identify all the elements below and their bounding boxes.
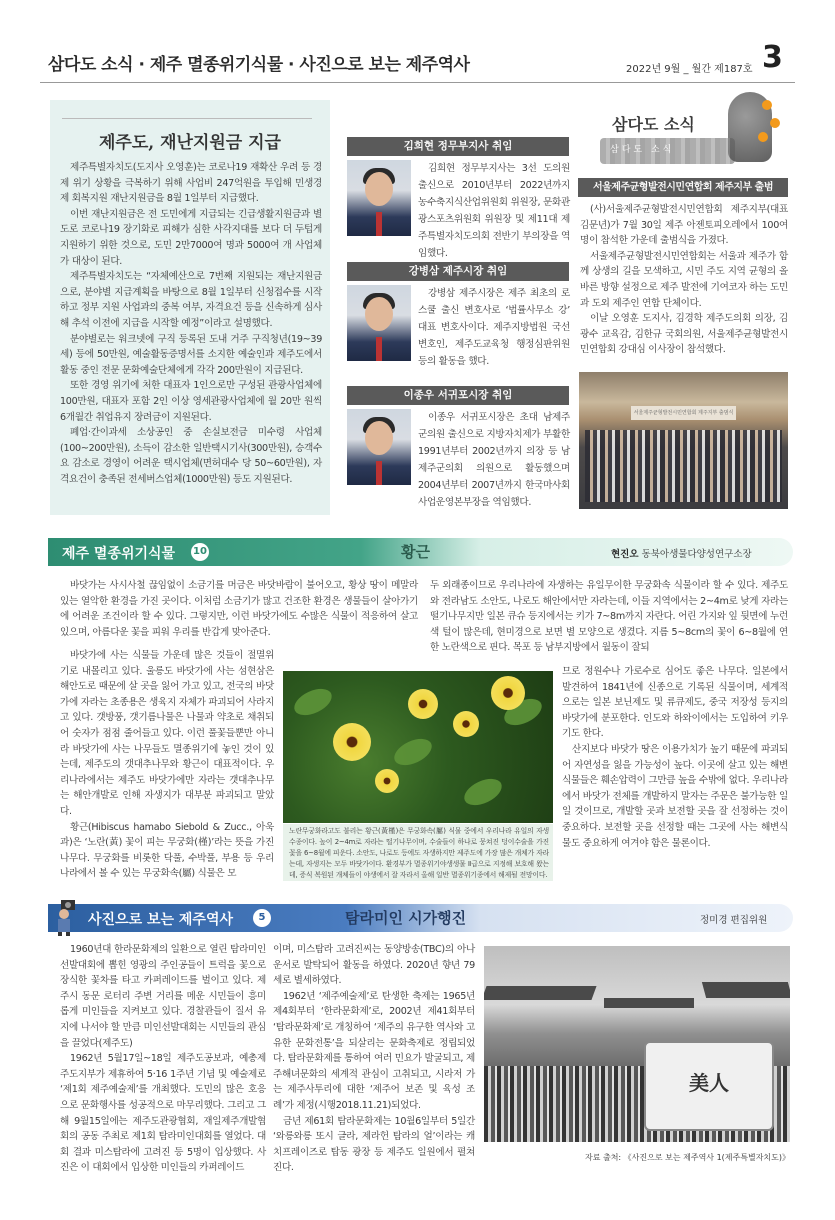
paragraph: (사)서울제주균형발전시민연합회 제주지부(대표 김문년)가 7월 30일 제주 아젠토피오레에서 100여 명이 참석한 가운데 출범식을 가졌다. [580, 204, 788, 247]
appointment-text [418, 409, 570, 511]
history-text-col1 [60, 942, 266, 1176]
samdado-section-title: 삼다도 소식 [612, 115, 695, 134]
series-number-badge: 5 [253, 909, 271, 927]
hibiscus-photo [283, 671, 553, 823]
author-name: 현진오 [611, 549, 639, 560]
paragraph: 이며, 미스탐라 고려진씨는 동양방송(TBC)의 아나운서로 발탁되어 활동을 하였다. 2020년 향년 79세로 별세하였다. [273, 944, 475, 987]
portrait-photo [347, 160, 411, 236]
paragraph: 1962년 ‘제주예술제’로 탄생한 축제는 1965년 제4회부터 ‘한라문화제’로, 2002년 제41회부터 ‘탐라문화제’로 개칭하여 ‘제주의 유구한 역사와 고유한 문화전통’을 되살리는 문화축제로 정립되었다. 탐라문화제를 통하여 여러 민요가 발굴되고, 제주해녀문화의 세계적 관심이 고취되고, 시라저 가는 제주사투리에 대한 ‘제주어 보존 및 육성 조례’가 제정(시행2018.11.21)되었다. [273, 990, 475, 1111]
paragraph: 김희현 정무부지사는 3선 도의원 출신으로 2010년부터 2022년까지 농수축지식산업위원회 위원장, 문화관광스포츠위원회 위원장 및 제11대 제주특별자치도의회 전반기 부의장을 역임했다. [418, 163, 570, 259]
photo-source-note: 자료 출처: 《사진으로 보는 제주역사 1(제주특별자치도)》 [584, 1153, 790, 1162]
paragraph: 강병삼 제주시장은 제주 최초의 로스쿨 출신 변호사로 ‘법률사무소 강’ 대표 변호사이다. 제주지방법원 국선변호인, 제주도교육청 행정심판위원 등의 활동을 했다. [418, 288, 570, 367]
paragraph: 제주특별자치도는 “자체예산으로 7번째 지원되는 재난지원금으로, 분야별 지급계획을 바탕으로 8월 1일부터 신청접수를 시작하고 정부 지원 사업과의 중복 여부, 자격요건 등을 신속하게 심사해 추석 이전에 지급을 시작할 예정”이라고 설명했다. [60, 271, 322, 329]
portrait-photo [347, 409, 411, 485]
issue-label: 2022년 9월 _ 월간 제187호 [626, 64, 753, 75]
history-author: 정미경 편집위원 [700, 915, 768, 926]
paragraph: 또한 경영 위기에 처한 대표자 1인으로만 구성된 관광사업체에 100만원, 대표자 포함 2인 이상 영세관광사업체에 월 20만 원씩 6개월간 취업유지 장려금이 지원된다. [60, 380, 322, 423]
paragraph: 제주특별자치도(도지사 오영훈)는 코로나19 재확산 우려 등 경제 위기 상황을 극복하기 위해 사업비 247억원을 투입해 민생경제 회복지원 재난지원금을 8월 1일부터 지급했다. [60, 162, 322, 205]
paragraph: 이종우 서귀포시장은 초대 남제주군의원 출신으로 지방자치제가 부활한 1991년부터 2002년까지 의장 등 남제주군의회 의원으로 활동했으며 2004년부터 2007년까지 한국마사회 사업운영본부장을 역임했다. [418, 412, 570, 508]
paragraph: 이날 오영훈 도지사, 김경학 제주도의회 의장, 김광수 교육감, 김한규 국회의원, 서울제주균형발전시민연합회 강대심 이사장이 참석했다. [580, 313, 788, 356]
plant-article-title: 황근 [401, 543, 430, 561]
samdado-decoration-label: 삼다도 소식 [610, 145, 675, 155]
paragraph: 금년 제61회 탐라문화제는 10월6일부터 5일간 ‘와릉와릉 또시 글라, 제라헌 탐라의 얼’이라는 캐치프레이즈로 탑동 광장 등 제주도 일원에서 펼쳐진다. [273, 1115, 475, 1174]
plant-author [611, 546, 752, 560]
disaster-article-body [60, 160, 322, 487]
paragraph: 분야별로는 워크넷에 구직 등록된 도내 거주 구직청년(19~39세) 등에 50만원, 예술활동증명서를 소지한 예술인과 제주도에서 활동 중인 전문 문화예술단체에게 각각 200만원이 지급된다. [60, 333, 322, 376]
plant-text-col1-top [60, 578, 418, 640]
page-header-title: 삼다도 소식 · 제주 멸종위기식물 · 사진으로 보는 제주역사 [48, 55, 470, 75]
parade-photo [484, 946, 790, 1142]
paragraph: 두 외래종이므로 우리나라에 자생하는 유일무이한 무궁화속 식물이라 할 수 있다. 제주도와 전라남도 소안도, 나로도 해안에서만 자라는데, 이들 지역에서는 2~4m로 낮게 자라는 떨기나무지만 일본 큐슈 등지에서는 키가 7~8m까지 자란다. 어린 가지와 잎 뒷면에 누런색 털이 많은데, 현미경으로 보면 별 모양으로 생겼다. 지름 5~8cm의 꽃이 6~8월에 연한 노란색으로 핀다. 목포 등 남부지방에서 월동이 잘되 [430, 580, 788, 654]
paragraph: 바닷가는 사시사철 끊임없이 소금기를 머금은 바닷바람이 불어오고, 황상 땅이 메말라 있는 열악한 환경을 가진 곳이다. 이처럼 소금기가 많고 건조한 환경은 생물들이 살아가기에 어려운 조건이라 할 수 있다. 그렇지만, 이런 바닷가에도 수많은 식물이 적응하여 살고 있으며, 아름다운 꽃을 피워 우리를 반갑게 맞아준다. [60, 580, 418, 638]
tangerine-icon [762, 100, 772, 110]
disaster-article-title: 제주도, 재난지원금 지급 [99, 133, 281, 153]
paragraph: 이번 재난지원금은 전 도민에게 지급되는 긴급생활지원금과 별도로 코로나19 장기화로 피해가 심한 사각지대를 보다 더 두텁게 지원하기 위한 것으로, 도민 2만7000여 명과 5000여 개 사업체가 대상이 된다. [60, 208, 322, 267]
paragraph: 폐업·간이과세 소상공인 중 손실보전금 미수령 사업체(100~200만원), 소득이 감소한 일반택시기사(300만원), 승객수요 감소로 경영이 어려운 택시업체(면허대수 당 50~60만원), 자격요건이 충족된 전세버스업체(1000만원) 등도 지원된다. [60, 427, 322, 485]
author-role: 동북아생물다양성연구소장 [641, 549, 752, 560]
history-text-col2 [273, 942, 475, 1176]
plant-text-col1-bottom [60, 648, 274, 882]
appointment-heading: 이종우 서귀포시장 취임 [347, 386, 569, 405]
header-divider [40, 82, 795, 83]
paragraph: 바닷가에 사는 식물들 가운데 많은 것들이 절멸위기로 내몰리고 있다. 울릉도 바닷가에 사는 섬현삼은 해안도로 때문에 살 곳을 잃어 가고 있고, 전국의 바닷가에 자라는 초종용은 생육지 자체가 파괴되어 사라지고 있다. 갯방풍, 갯기름나물은 나물과 약초로 채취되어 숫자가 점점 줄어들고 있다. 이런 풀꽃들뿐만 아니라 바닷가에 사는 나무들도 멸종위기에 놓인 것이 있는데, 제주도의 갯대추나무와 황근이 대표적이다. 우리나라에서는 제주도 바닷가에만 자라는 갯대추나무는 해안개발로 인해 자생지가 대부분 파괴되고 말았다. [60, 650, 274, 817]
paragraph: 1960년대 한라문화제의 일환으로 열린 탐라미인선발대회에 뽑힌 영광의 주인공들이 트럭을 꽃으로 장식한 꽃차를 타고 카퍼레이드를 벌이고 있다. 제주시 동문 로터리 주변 거리를 메운 시민들이 흥미롭게 미인들을 지켜보고 있다. 경찰관들이 질서 유지에 나서야 할 만큼 미인선발대회는 시민들의 관심을 끌었다(제주도) [60, 944, 266, 1049]
photo-caption: 노란무궁화라고도 불리는 황근(黃槿)은 무궁화속(屬) 식물 중에서 우리나라 유일의 자생 수종이다. 높이 2~4m로 자라는 떨기나무이며, 수술들이 하나로 뭉쳐진 덩이수술을 가진 꽃을 6~8월에 피운다. 소안도, 나로도 등에도 자생하지만 제주도에 가장 많은 개체가 자라는데, 자생지는 모두 바닷가이다. 환경부가 멸종위기야생생물 Ⅱ급으로 지정해 보호해 왔는데, 증식 복원된 개체들이 야생에서 잘 자라서 올해 일반 멸종위기종에서 해제될 전망이다. [289, 827, 549, 879]
paragraph: 1962년 5월17일~18일 제주도공보과, 예총제주도지부가 제휴하여 5·16 1주년 기념 및 예술제로 ‘제1회 제주예술제’를 개최했다. 도민의 많은 호응으로 문화행사를 성공적으로 마무리했다. 그리고 그해 9월15일에는 제주도관광협회, 재일제주개발협회의 공동 주최로 제1회 탐라미인대회를 열었다. 대회 결과 미스탐라에 고려진 등 5명이 입상했다. 사진은 이 대회에서 입상한 미인들의 카퍼레이드 [60, 1053, 266, 1174]
samdado-body [580, 202, 788, 358]
plant-text-col3 [562, 664, 788, 851]
appointment-text [418, 160, 570, 262]
page-number: 3 [762, 40, 783, 75]
appointment-text [418, 285, 570, 370]
history-article-title: 탐라미인 시가행진 [345, 909, 467, 927]
float-sign-text: 美人 [689, 1071, 729, 1095]
samdado-heading: 서울제주균형발전시민연합회 제주지부 출범 [578, 178, 788, 197]
plant-text-col2-top [430, 578, 788, 656]
appointment-heading: 강병삼 제주시장 취임 [347, 262, 569, 281]
appointment-heading: 김희현 정무부지사 취임 [347, 137, 569, 156]
paragraph: 산지보다 바닷가 땅은 이용가치가 높기 때문에 파괴되어 자연성을 잃을 가능성이 높다. 이곳에 살고 있는 해변식물들은 훼손압력이 그만큼 높을 수밖에 없다. 우리나라에서 바닷가 전체를 개발하지 말자는 주문은 불가능한 일일 것이므로, 개발할 곳과 보전할 곳을 잘 선정하는 것이 중요하다. 보전할 곳을 선정할 때는 그곳에 사는 해변식물도 중요하게 여겨야 함은 물론이다. [562, 743, 788, 849]
paragraph: 므로 정원수나 가로수로 심어도 좋은 나무다. 일본에서 발견하여 1841년에 신종으로 기록된 식물이며, 세계적으로는 일본 보닌제도 및 류큐제도, 중국 저장성 등지의 바닷가에 분포한다. 인도와 하와이에서는 도입하여 키우기도 한다. [562, 666, 788, 740]
tangerine-icon [770, 118, 780, 128]
history-section-title: 사진으로 보는 제주역사 [88, 912, 233, 928]
portrait-photo [347, 285, 411, 361]
paragraph: 황근(Hibiscus hamabo Siebold & Zucc., 아욱과)은 ‘노란(黃) 꽃이 피는 무궁화(槿)’라는 뜻을 가진 나무다. 무궁화를 비롯한 닥풀, 수박풀, 부용 등 우리나라에서 볼 수 있는 무궁화속(屬) 식물은 모 [60, 821, 274, 880]
tangerine-icon [758, 132, 768, 142]
series-number-badge: 10 [191, 543, 209, 561]
paragraph: 서울제주균형발전시민연합회는 서울과 제주가 함께 상생의 길을 모색하고, 시민 주도 지역 균형의 올바른 방향 설정으로 제주 발전에 기여코자 하는 도민과 도외 제주인 연합 단체이다. [580, 250, 788, 309]
disaster-title-rule [62, 118, 312, 119]
plant-section-title: 제주 멸종위기식물 [62, 546, 176, 562]
photographer-icon [52, 896, 82, 936]
group-photo: 서울제주균형발전시민연합회 제주지부 출범식 [579, 372, 788, 509]
